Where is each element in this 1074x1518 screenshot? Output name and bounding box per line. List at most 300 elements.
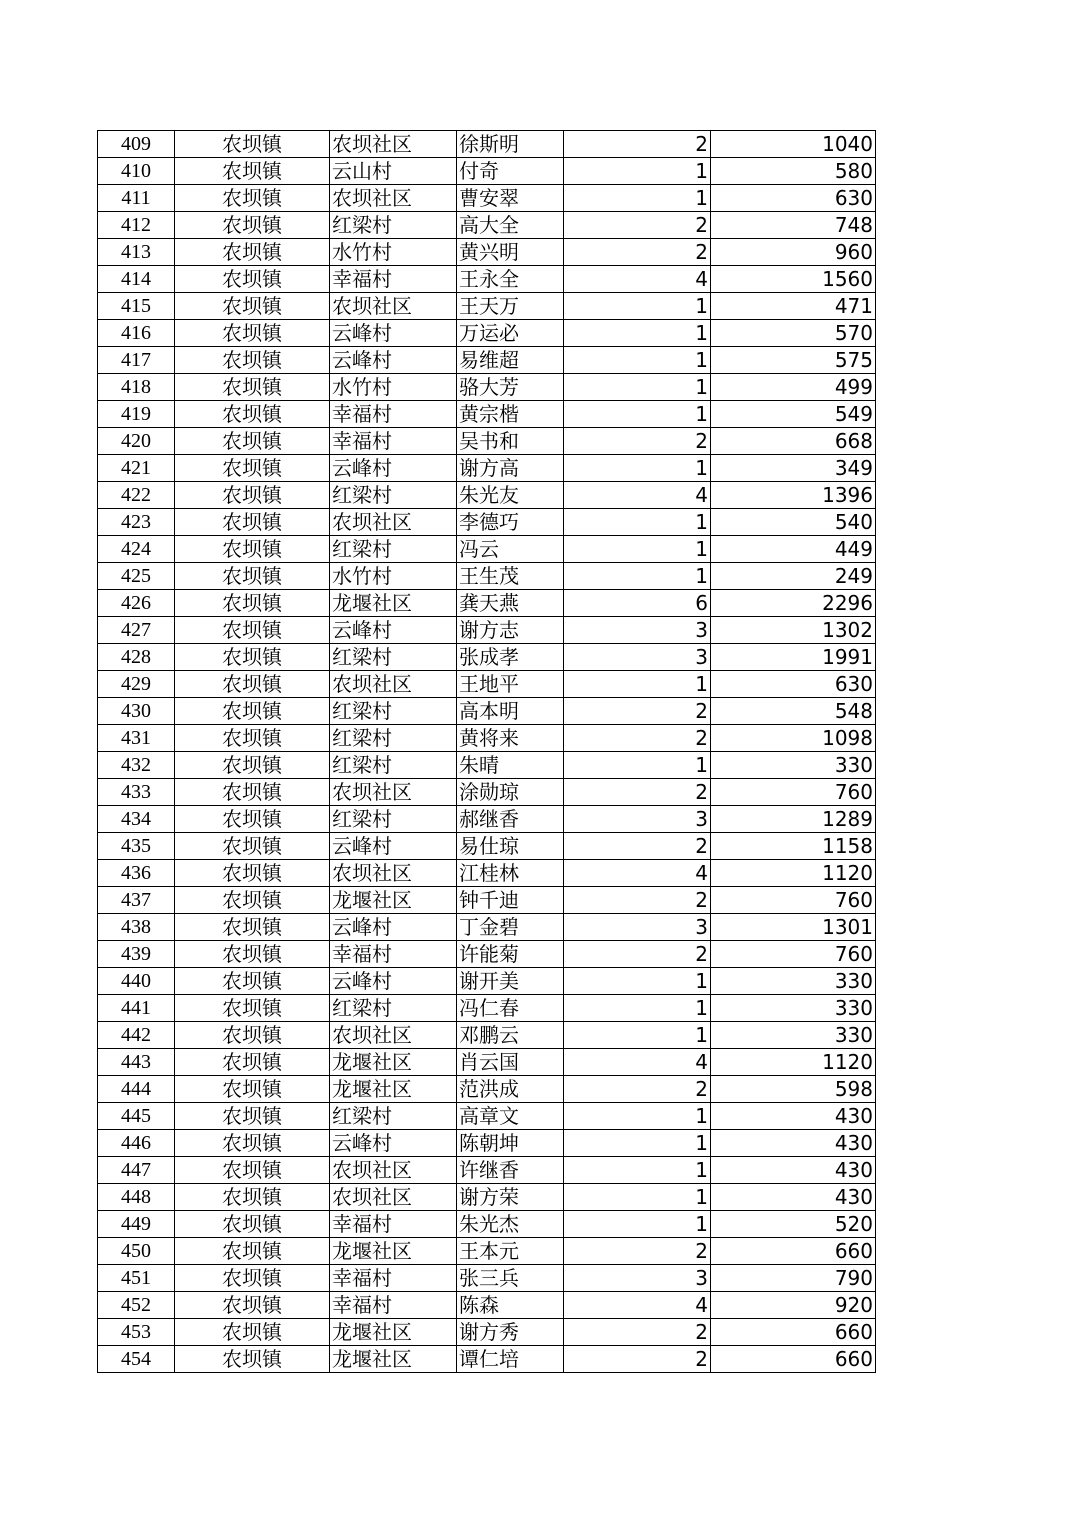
town-cell: 农坝镇: [175, 1319, 330, 1346]
amount-cell: 598: [711, 1076, 876, 1103]
row-number-cell: 425: [98, 563, 175, 590]
amount-cell: 790: [711, 1265, 876, 1292]
village-cell: 水竹村: [330, 563, 457, 590]
row-number-cell: 420: [98, 428, 175, 455]
name-cell: 王天万: [457, 293, 564, 320]
table-row: [98, 1049, 876, 1076]
household-count-cell: 2: [564, 1319, 711, 1346]
town-cell: 农坝镇: [175, 455, 330, 482]
village-cell: 农坝社区: [330, 185, 457, 212]
household-count-cell: 1: [564, 455, 711, 482]
table-row: [98, 266, 876, 293]
town-cell: 农坝镇: [175, 833, 330, 860]
name-cell: 曹安翠: [457, 185, 564, 212]
row-number-cell: 450: [98, 1238, 175, 1265]
row-number-cell: 449: [98, 1211, 175, 1238]
table-row: [98, 212, 876, 239]
name-cell: 李德巧: [457, 509, 564, 536]
amount-cell: 330: [711, 995, 876, 1022]
row-number-cell: 419: [98, 401, 175, 428]
village-cell: 水竹村: [330, 239, 457, 266]
row-number-cell: 413: [98, 239, 175, 266]
amount-cell: 575: [711, 347, 876, 374]
household-count-cell: 4: [564, 1049, 711, 1076]
town-cell: 农坝镇: [175, 401, 330, 428]
town-cell: 农坝镇: [175, 1346, 330, 1373]
village-cell: 云山村: [330, 158, 457, 185]
row-number-cell: 414: [98, 266, 175, 293]
row-number-cell: 435: [98, 833, 175, 860]
household-count-cell: 1: [564, 347, 711, 374]
row-number-cell: 445: [98, 1103, 175, 1130]
row-number-cell: 417: [98, 347, 175, 374]
household-count-cell: 2: [564, 239, 711, 266]
household-count-cell: 2: [564, 1346, 711, 1373]
town-cell: 农坝镇: [175, 239, 330, 266]
name-cell: 王生茂: [457, 563, 564, 590]
row-number-cell: 436: [98, 860, 175, 887]
name-cell: 王地平: [457, 671, 564, 698]
village-cell: 红梁村: [330, 212, 457, 239]
village-cell: 云峰村: [330, 320, 457, 347]
household-count-cell: 4: [564, 482, 711, 509]
town-cell: 农坝镇: [175, 779, 330, 806]
town-cell: 农坝镇: [175, 1022, 330, 1049]
village-cell: 幸福村: [330, 428, 457, 455]
table-row: [98, 752, 876, 779]
name-cell: 高大全: [457, 212, 564, 239]
town-cell: 农坝镇: [175, 131, 330, 158]
table-row: [98, 1238, 876, 1265]
table-row: [98, 590, 876, 617]
town-cell: 农坝镇: [175, 860, 330, 887]
village-cell: 龙堰社区: [330, 1076, 457, 1103]
amount-cell: 1040: [711, 131, 876, 158]
amount-cell: 330: [711, 752, 876, 779]
name-cell: 谢方高: [457, 455, 564, 482]
row-number-cell: 432: [98, 752, 175, 779]
town-cell: 农坝镇: [175, 158, 330, 185]
table-row: [98, 1346, 876, 1373]
village-cell: 红梁村: [330, 752, 457, 779]
table-row: [98, 374, 876, 401]
table-row: [98, 509, 876, 536]
household-count-cell: 4: [564, 1292, 711, 1319]
amount-cell: 1098: [711, 725, 876, 752]
household-count-cell: 1: [564, 671, 711, 698]
village-cell: 幸福村: [330, 941, 457, 968]
amount-cell: 430: [711, 1130, 876, 1157]
amount-cell: 2296: [711, 590, 876, 617]
table-row: [98, 563, 876, 590]
amount-cell: 668: [711, 428, 876, 455]
row-number-cell: 448: [98, 1184, 175, 1211]
town-cell: 农坝镇: [175, 374, 330, 401]
town-cell: 农坝镇: [175, 1184, 330, 1211]
town-cell: 农坝镇: [175, 806, 330, 833]
village-cell: 云峰村: [330, 833, 457, 860]
household-count-cell: 1: [564, 1184, 711, 1211]
name-cell: 陈朝坤: [457, 1130, 564, 1157]
name-cell: 易仕琼: [457, 833, 564, 860]
table-row: [98, 968, 876, 995]
name-cell: 江桂林: [457, 860, 564, 887]
amount-cell: 520: [711, 1211, 876, 1238]
amount-cell: 349: [711, 455, 876, 482]
household-count-cell: 1: [564, 401, 711, 428]
town-cell: 农坝镇: [175, 1292, 330, 1319]
village-cell: 云峰村: [330, 968, 457, 995]
town-cell: 农坝镇: [175, 1130, 330, 1157]
name-cell: 高章文: [457, 1103, 564, 1130]
name-cell: 朱晴: [457, 752, 564, 779]
amount-cell: 1158: [711, 833, 876, 860]
household-count-cell: 1: [564, 293, 711, 320]
amount-cell: 430: [711, 1184, 876, 1211]
row-number-cell: 421: [98, 455, 175, 482]
household-count-cell: 1: [564, 1103, 711, 1130]
town-cell: 农坝镇: [175, 185, 330, 212]
household-count-cell: 6: [564, 590, 711, 617]
household-count-cell: 1: [564, 1211, 711, 1238]
village-cell: 幸福村: [330, 1211, 457, 1238]
village-cell: 水竹村: [330, 374, 457, 401]
row-number-cell: 418: [98, 374, 175, 401]
table-row: [98, 1103, 876, 1130]
amount-cell: 570: [711, 320, 876, 347]
household-count-cell: 1: [564, 1022, 711, 1049]
row-number-cell: 444: [98, 1076, 175, 1103]
name-cell: 付奇: [457, 158, 564, 185]
table-row: [98, 239, 876, 266]
row-number-cell: 433: [98, 779, 175, 806]
table-row: [98, 482, 876, 509]
name-cell: 谢方志: [457, 617, 564, 644]
row-number-cell: 434: [98, 806, 175, 833]
village-cell: 幸福村: [330, 1265, 457, 1292]
village-cell: 农坝社区: [330, 1157, 457, 1184]
village-cell: 农坝社区: [330, 1184, 457, 1211]
village-cell: 红梁村: [330, 698, 457, 725]
village-cell: 幸福村: [330, 1292, 457, 1319]
town-cell: 农坝镇: [175, 968, 330, 995]
village-cell: 云峰村: [330, 914, 457, 941]
household-count-cell: 1: [564, 1157, 711, 1184]
household-count-cell: 3: [564, 806, 711, 833]
household-count-cell: 2: [564, 1238, 711, 1265]
name-cell: 万运必: [457, 320, 564, 347]
amount-cell: 330: [711, 1022, 876, 1049]
village-cell: 云峰村: [330, 455, 457, 482]
town-cell: 农坝镇: [175, 1157, 330, 1184]
amount-cell: 760: [711, 887, 876, 914]
name-cell: 骆大芳: [457, 374, 564, 401]
table-row: [98, 725, 876, 752]
amount-cell: 1289: [711, 806, 876, 833]
town-cell: 农坝镇: [175, 725, 330, 752]
amount-cell: 660: [711, 1346, 876, 1373]
household-count-cell: 2: [564, 131, 711, 158]
town-cell: 农坝镇: [175, 590, 330, 617]
amount-cell: 748: [711, 212, 876, 239]
village-cell: 红梁村: [330, 536, 457, 563]
name-cell: 肖云国: [457, 1049, 564, 1076]
town-cell: 农坝镇: [175, 887, 330, 914]
town-cell: 农坝镇: [175, 671, 330, 698]
household-count-cell: 3: [564, 644, 711, 671]
table-row: [98, 644, 876, 671]
name-cell: 冯仁春: [457, 995, 564, 1022]
name-cell: 高本明: [457, 698, 564, 725]
town-cell: 农坝镇: [175, 617, 330, 644]
name-cell: 丁金碧: [457, 914, 564, 941]
amount-cell: 630: [711, 185, 876, 212]
name-cell: 郝继香: [457, 806, 564, 833]
town-cell: 农坝镇: [175, 1103, 330, 1130]
village-cell: 云峰村: [330, 1130, 457, 1157]
row-number-cell: 438: [98, 914, 175, 941]
town-cell: 农坝镇: [175, 266, 330, 293]
amount-cell: 920: [711, 1292, 876, 1319]
village-cell: 农坝社区: [330, 293, 457, 320]
amount-cell: 1560: [711, 266, 876, 293]
row-number-cell: 441: [98, 995, 175, 1022]
amount-cell: 548: [711, 698, 876, 725]
name-cell: 黄宗楷: [457, 401, 564, 428]
town-cell: 农坝镇: [175, 1265, 330, 1292]
row-number-cell: 411: [98, 185, 175, 212]
amount-cell: 249: [711, 563, 876, 590]
table-row: [98, 887, 876, 914]
household-count-cell: 1: [564, 536, 711, 563]
name-cell: 谢方荣: [457, 1184, 564, 1211]
town-cell: 农坝镇: [175, 482, 330, 509]
household-count-cell: 1: [564, 374, 711, 401]
row-number-cell: 430: [98, 698, 175, 725]
town-cell: 农坝镇: [175, 1238, 330, 1265]
row-number-cell: 410: [98, 158, 175, 185]
table-row: [98, 293, 876, 320]
name-cell: 许能菊: [457, 941, 564, 968]
household-count-cell: 1: [564, 563, 711, 590]
name-cell: 谢方秀: [457, 1319, 564, 1346]
village-cell: 农坝社区: [330, 131, 457, 158]
village-cell: 红梁村: [330, 806, 457, 833]
table-row: [98, 455, 876, 482]
name-cell: 黄将来: [457, 725, 564, 752]
name-cell: 范洪成: [457, 1076, 564, 1103]
table-row: [98, 1157, 876, 1184]
amount-cell: 630: [711, 671, 876, 698]
household-count-cell: 3: [564, 914, 711, 941]
name-cell: 王永全: [457, 266, 564, 293]
town-cell: 农坝镇: [175, 347, 330, 374]
table-row: [98, 1265, 876, 1292]
table-row: [98, 347, 876, 374]
town-cell: 农坝镇: [175, 563, 330, 590]
household-count-cell: 2: [564, 779, 711, 806]
row-number-cell: 409: [98, 131, 175, 158]
village-cell: 农坝社区: [330, 509, 457, 536]
village-cell: 农坝社区: [330, 779, 457, 806]
row-number-cell: 451: [98, 1265, 175, 1292]
name-cell: 吴书和: [457, 428, 564, 455]
household-count-cell: 3: [564, 617, 711, 644]
table-row: [98, 1022, 876, 1049]
amount-cell: 430: [711, 1157, 876, 1184]
amount-cell: 549: [711, 401, 876, 428]
town-cell: 农坝镇: [175, 320, 330, 347]
name-cell: 冯云: [457, 536, 564, 563]
name-cell: 陈森: [457, 1292, 564, 1319]
row-number-cell: 443: [98, 1049, 175, 1076]
name-cell: 朱光友: [457, 482, 564, 509]
town-cell: 农坝镇: [175, 698, 330, 725]
amount-cell: 1991: [711, 644, 876, 671]
town-cell: 农坝镇: [175, 1211, 330, 1238]
row-number-cell: 422: [98, 482, 175, 509]
household-count-cell: 1: [564, 1130, 711, 1157]
amount-cell: 430: [711, 1103, 876, 1130]
name-cell: 许继香: [457, 1157, 564, 1184]
village-cell: 红梁村: [330, 995, 457, 1022]
table-row: [98, 914, 876, 941]
village-cell: 农坝社区: [330, 671, 457, 698]
row-number-cell: 412: [98, 212, 175, 239]
town-cell: 农坝镇: [175, 752, 330, 779]
name-cell: 邓鹏云: [457, 1022, 564, 1049]
row-number-cell: 446: [98, 1130, 175, 1157]
name-cell: 黄兴明: [457, 239, 564, 266]
town-cell: 农坝镇: [175, 941, 330, 968]
village-cell: 红梁村: [330, 482, 457, 509]
town-cell: 农坝镇: [175, 644, 330, 671]
table-row: [98, 158, 876, 185]
row-number-cell: 440: [98, 968, 175, 995]
row-number-cell: 424: [98, 536, 175, 563]
table-row: [98, 1130, 876, 1157]
household-count-cell: 2: [564, 428, 711, 455]
row-number-cell: 416: [98, 320, 175, 347]
table-row: [98, 1292, 876, 1319]
name-cell: 徐斯明: [457, 131, 564, 158]
village-cell: 云峰村: [330, 347, 457, 374]
name-cell: 谭仁培: [457, 1346, 564, 1373]
household-count-cell: 1: [564, 185, 711, 212]
household-count-cell: 2: [564, 725, 711, 752]
table-row: [98, 941, 876, 968]
row-number-cell: 427: [98, 617, 175, 644]
town-cell: 农坝镇: [175, 914, 330, 941]
amount-cell: 580: [711, 158, 876, 185]
table-row: [98, 185, 876, 212]
village-cell: 龙堰社区: [330, 1238, 457, 1265]
amount-cell: 1301: [711, 914, 876, 941]
table-row: [98, 536, 876, 563]
table-row: [98, 1211, 876, 1238]
household-count-cell: 1: [564, 995, 711, 1022]
town-cell: 农坝镇: [175, 536, 330, 563]
amount-cell: 540: [711, 509, 876, 536]
table-row: [98, 1184, 876, 1211]
table-row: [98, 401, 876, 428]
household-count-cell: 1: [564, 509, 711, 536]
name-cell: 张三兵: [457, 1265, 564, 1292]
village-cell: 红梁村: [330, 644, 457, 671]
name-cell: 张成孝: [457, 644, 564, 671]
village-cell: 农坝社区: [330, 860, 457, 887]
household-count-cell: 2: [564, 698, 711, 725]
table-row: [98, 1076, 876, 1103]
amount-cell: 1302: [711, 617, 876, 644]
household-count-cell: 2: [564, 941, 711, 968]
amount-cell: 1396: [711, 482, 876, 509]
row-number-cell: 439: [98, 941, 175, 968]
table-row: [98, 131, 876, 158]
data-table: [97, 130, 876, 1373]
village-cell: 幸福村: [330, 401, 457, 428]
table-row: [98, 428, 876, 455]
village-cell: 龙堰社区: [330, 1049, 457, 1076]
amount-cell: 760: [711, 779, 876, 806]
amount-cell: 330: [711, 968, 876, 995]
amount-cell: 1120: [711, 860, 876, 887]
village-cell: 龙堰社区: [330, 1319, 457, 1346]
village-cell: 农坝社区: [330, 1022, 457, 1049]
household-count-cell: 4: [564, 860, 711, 887]
table-row: [98, 671, 876, 698]
row-number-cell: 431: [98, 725, 175, 752]
name-cell: 王本元: [457, 1238, 564, 1265]
table-row: [98, 320, 876, 347]
row-number-cell: 423: [98, 509, 175, 536]
table-row: [98, 779, 876, 806]
name-cell: 易维超: [457, 347, 564, 374]
name-cell: 谢开美: [457, 968, 564, 995]
name-cell: 钟千迪: [457, 887, 564, 914]
town-cell: 农坝镇: [175, 1049, 330, 1076]
name-cell: 朱光杰: [457, 1211, 564, 1238]
row-number-cell: 437: [98, 887, 175, 914]
town-cell: 农坝镇: [175, 212, 330, 239]
row-number-cell: 452: [98, 1292, 175, 1319]
amount-cell: 760: [711, 941, 876, 968]
village-cell: 幸福村: [330, 266, 457, 293]
town-cell: 农坝镇: [175, 1076, 330, 1103]
household-count-cell: 1: [564, 158, 711, 185]
row-number-cell: 428: [98, 644, 175, 671]
amount-cell: 499: [711, 374, 876, 401]
amount-cell: 660: [711, 1238, 876, 1265]
household-count-cell: 1: [564, 320, 711, 347]
amount-cell: 1120: [711, 1049, 876, 1076]
amount-cell: 449: [711, 536, 876, 563]
row-number-cell: 426: [98, 590, 175, 617]
amount-cell: 660: [711, 1319, 876, 1346]
village-cell: 云峰村: [330, 617, 457, 644]
row-number-cell: 415: [98, 293, 175, 320]
household-count-cell: 2: [564, 833, 711, 860]
table-row: [98, 1319, 876, 1346]
town-cell: 农坝镇: [175, 509, 330, 536]
town-cell: 农坝镇: [175, 428, 330, 455]
table-body: [98, 131, 876, 1373]
household-count-cell: 2: [564, 887, 711, 914]
household-count-cell: 1: [564, 752, 711, 779]
amount-cell: 960: [711, 239, 876, 266]
village-cell: 龙堰社区: [330, 1346, 457, 1373]
row-number-cell: 453: [98, 1319, 175, 1346]
